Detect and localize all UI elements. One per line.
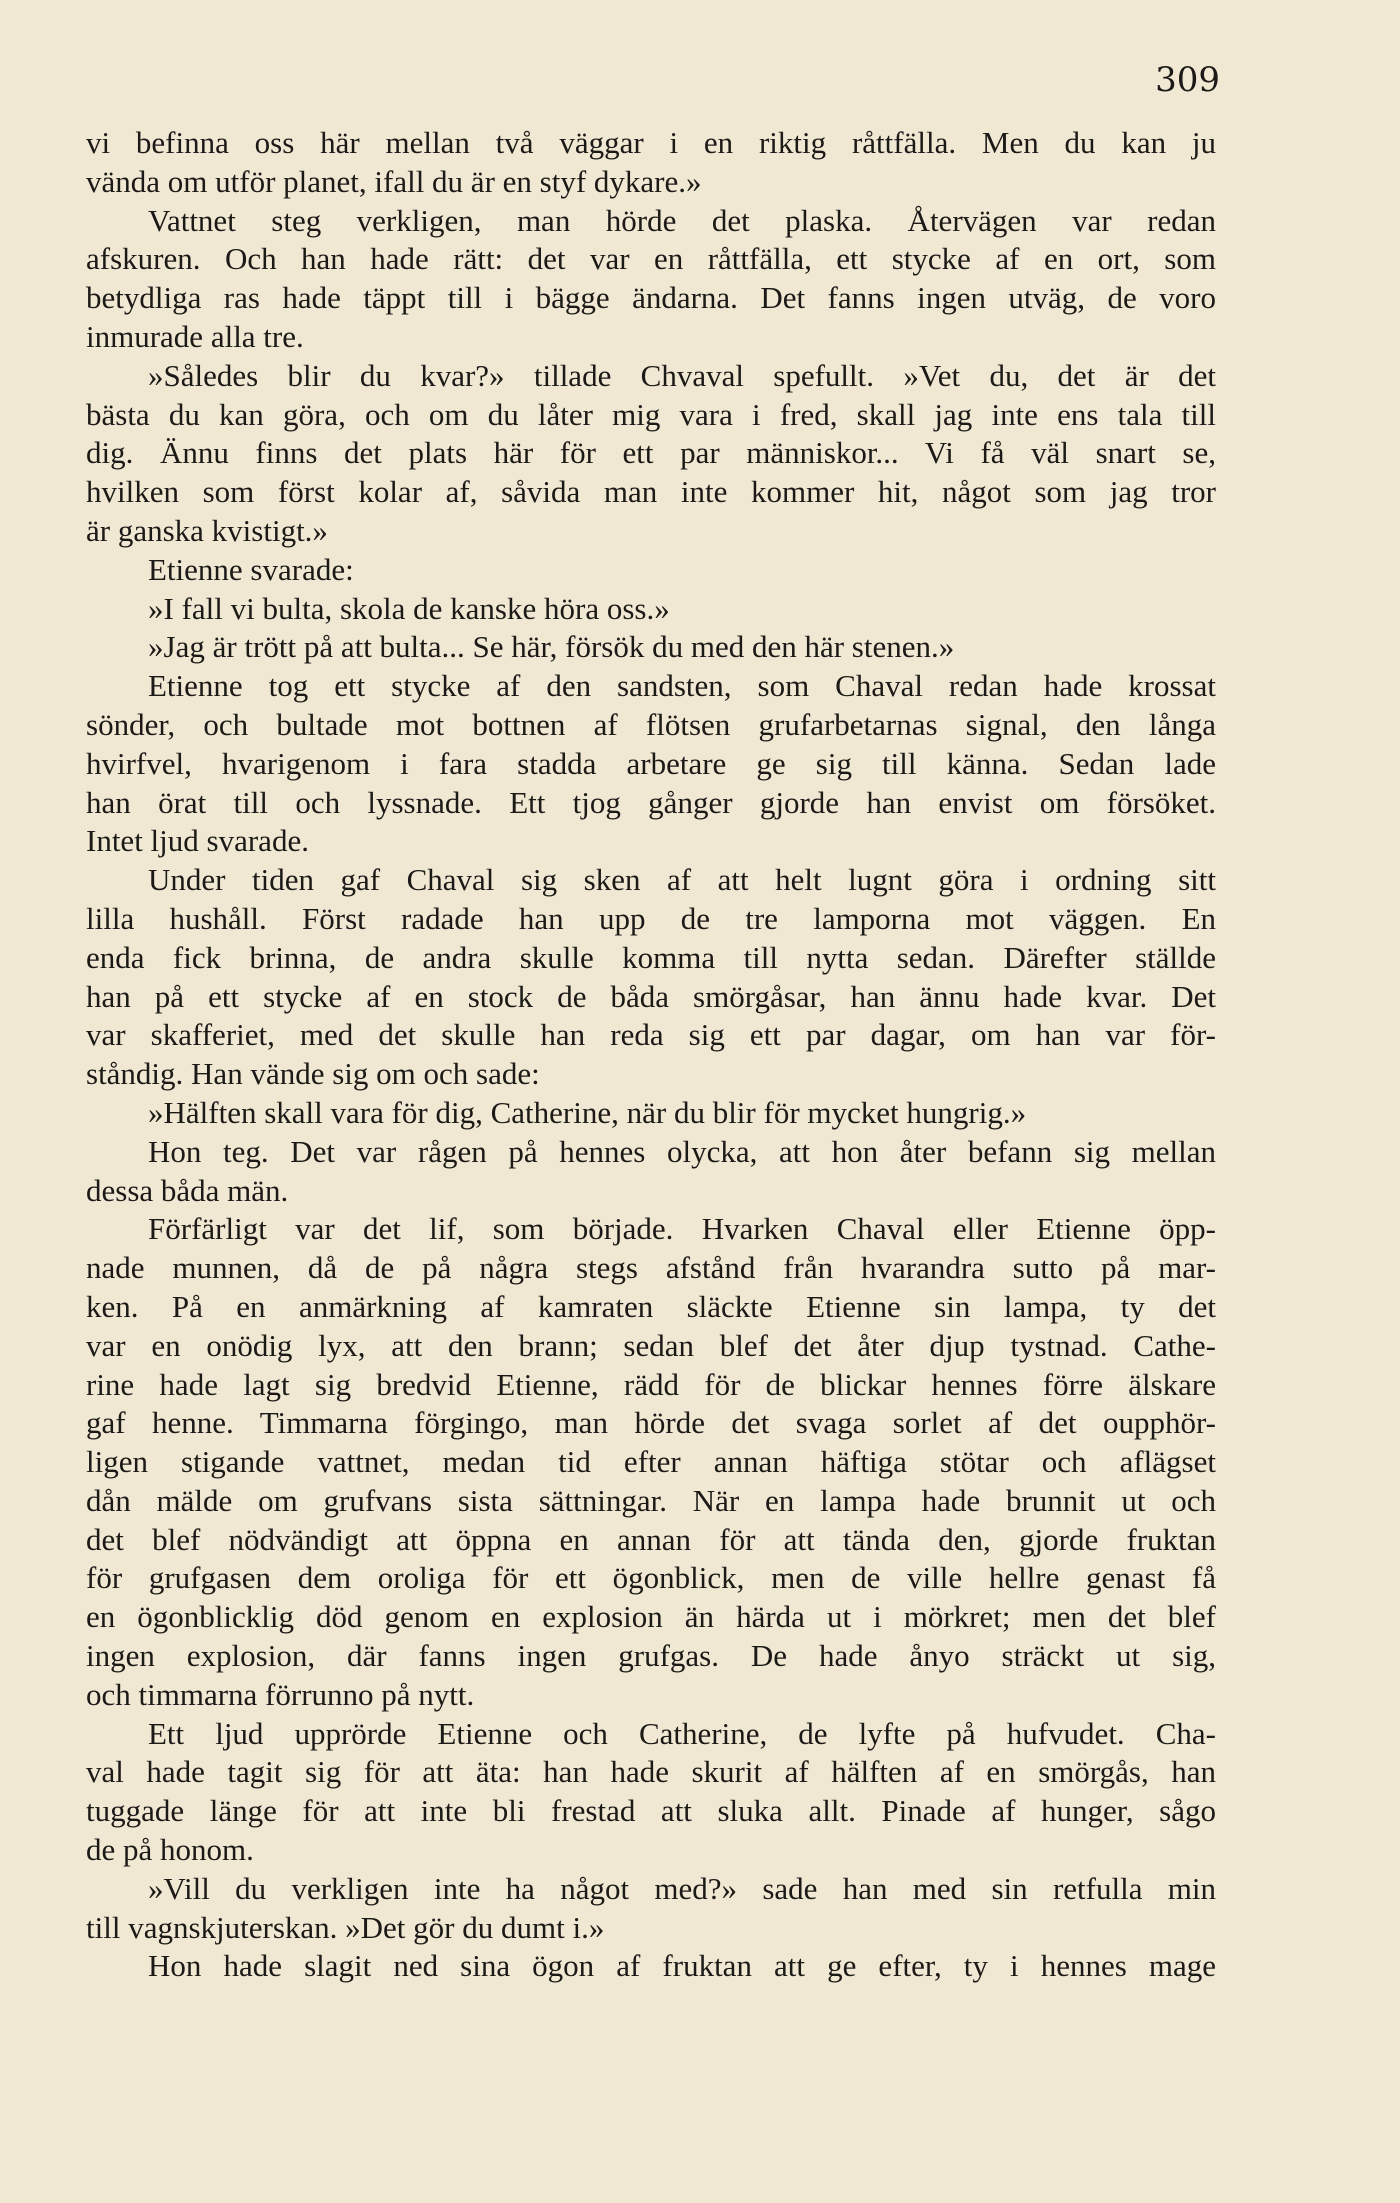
text-line: betydliga ras hade täppt till i bägge ändarna. Det fanns ingen utväg, de voro [86,280,1216,316]
text-line: de på honom. [86,1832,254,1868]
text-line: »Hälften skall vara för dig, Catherine, när du blir för mycket hungrig.» [148,1094,1027,1130]
text-line: hvilken som först kolar af, såvida man inte kommer hit, något som jag tror [86,474,1216,510]
text-line: och timmarna förrunno på nytt. [86,1676,475,1712]
text-line: enda fick brinna, de andra skulle komma till nytta sedan. Därefter ställde [86,939,1216,975]
page-number: 309 [1155,60,1220,100]
body-text [86,124,1216,1986]
text-line: »I fall vi bulta, skola de kanske höra oss.» [148,590,670,626]
text-line: Förfärligt var det lif, som började. Hvarken Chaval eller Etienne öpp- [148,1211,1216,1247]
text-line: dig. Ännu finns det plats här för ett par människor... Vi få väl snart se, [86,435,1216,471]
text-line: dessa båda män. [86,1172,289,1208]
text-line: nade munnen, då de på några stegs afstånd från hvarandra sutto på mar- [86,1250,1216,1286]
text-line: vi befinna oss här mellan två väggar i en riktig råttfälla. Men du kan ju [86,125,1216,160]
text-line: rine hade lagt sig bredvid Etienne, rädd för de blickar hennes förre älskare [86,1366,1216,1402]
text-line: »Vill du verkligen inte ha något med?» sade han med sin retfulla min [148,1870,1216,1906]
text-line: var en onödig lyx, att den brann; sedan blef det åter djup tystnad. Cathe- [86,1327,1216,1363]
text-line: ingen explosion, där fanns ingen grufgas. De hade ånyo sträckt ut sig, [86,1638,1216,1674]
text-line: Etienne svarade: [148,551,354,587]
text-line: inmurade alla tre. [86,318,304,354]
text-line: Etienne tog ett stycke af den sandsten, som Chaval redan hade krossat [148,668,1216,704]
text-line: det blef nödvändigt att öppna en annan för att tända den, gjorde fruktan [86,1521,1216,1557]
text-line: vända om utför planet, ifall du är en styf dykare.» [86,163,702,199]
text-line: han örat till och lyssnade. Ett tjog gånger gjorde han envist om försöket. [86,784,1216,820]
text-line: Vattnet steg verkligen, man hörde det plaska. Återvägen var redan [148,202,1216,238]
text-line: Under tiden gaf Chaval sig sken af att helt lugnt göra i ordning sitt [148,862,1216,898]
text-line: är ganska kvistigt.» [86,512,328,548]
text-line: Hon teg. Det var rågen på hennes olycka, att hon åter befann sig mellan [148,1133,1216,1169]
text-line: Hon hade slagit ned sina ögon af fruktan att ge efter, ty i hennes mage [148,1948,1216,1984]
text-line: bästa du kan göra, och om du låter mig vara i fred, skall jag inte ens tala till [86,396,1216,432]
text-line: »Således blir du kvar?» tillade Chvaval spefullt. »Vet du, det är det [148,357,1216,393]
text-line: hvirfvel, hvarigenom i fara stadda arbetare ge sig till känna. Sedan lade [86,745,1216,781]
text-line: tuggade länge för att inte bli frestad att sluka allt. Pinade af hunger, sågo [86,1793,1216,1829]
text-line: en ögonblicklig död genom en explosion än härda ut i mörkret; men det blef [86,1599,1216,1635]
text-line: var skafferiet, med det skulle han reda sig ett par dagar, om han var för- [86,1017,1216,1053]
text-line: Intet ljud svarade. [86,823,309,859]
text-line: ligen stigande vattnet, medan tid efter annan häftiga stötar och aflägset [86,1444,1216,1480]
text-line: ståndig. Han vände sig om och sade: [86,1056,540,1092]
text-line: gaf henne. Timmarna förgingo, man hörde det svaga sorlet af det oupphör- [86,1405,1216,1441]
text-line: lilla hushåll. Först radade han upp de tre lamporna mot väggen. En [86,900,1216,936]
text-line: »Jag är trött på att bulta... Se här, försök du med den här stenen.» [148,629,955,665]
text-line: till vagnskjuterskan. »Det gör du dumt i.» [86,1909,605,1945]
text-line: Ett ljud upprörde Etienne och Catherine, de lyfte på hufvudet. Cha- [148,1715,1216,1751]
text-line: ken. På en anmärkning af kamraten släckte Etienne sin lampa, ty det [86,1288,1216,1324]
text-line: afskuren. Och han hade rätt: det var en råttfälla, ett stycke af en ort, som [86,241,1216,277]
text-line: för grufgasen dem oroliga för ett ögonblick, men de ville hellre genast få [86,1560,1216,1596]
text-line: sönder, och bultade mot bottnen af flötsen grufarbetarnas signal, den långa [86,706,1216,742]
text-line: han på ett stycke af en stock de båda smörgåsar, han ännu hade kvar. Det [86,978,1216,1014]
text-line: val hade tagit sig för att äta: han hade skurit af hälften af en smörgås, han [86,1754,1216,1790]
text-line: dån mälde om grufvans sista sättningar. När en lampa hade brunnit ut och [86,1482,1216,1518]
